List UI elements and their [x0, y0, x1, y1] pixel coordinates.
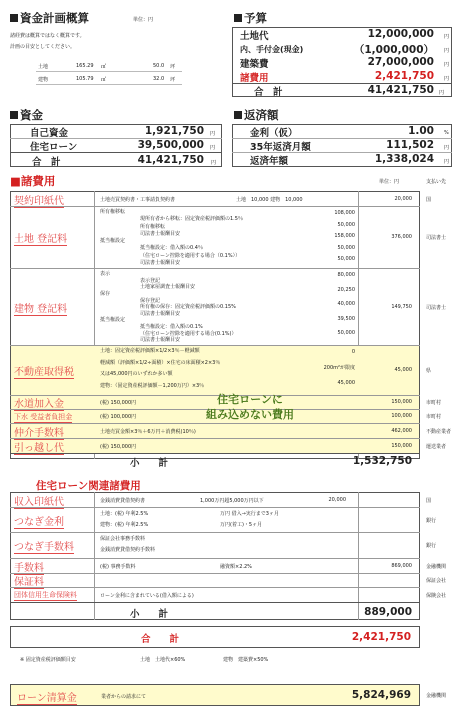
- budget-row-label: 内、手付金(現金): [240, 45, 304, 54]
- loan-row-divider: [10, 558, 420, 559]
- budget-row-unit: 円: [444, 48, 450, 54]
- loan-desc: 金銭消費貸借契約書: [100, 497, 146, 504]
- fund-note2: 計画の目安としてください。: [10, 44, 76, 50]
- repay-row-value: 111,502: [386, 139, 434, 151]
- capital-row-label: 住宅ローン: [30, 142, 78, 153]
- bld-label: 建物: [38, 77, 49, 83]
- expenses-subtotal-value: 1,532,750: [352, 455, 412, 467]
- grand-total-row: [10, 626, 420, 648]
- repay-row-unit: 円: [444, 159, 450, 165]
- expense-subvalue: 0: [351, 349, 355, 355]
- repay-row-value: 1,338,024: [374, 153, 434, 165]
- budget-total-value: 41,421,750: [367, 84, 434, 96]
- loan-label: つなぎ手数料: [14, 538, 74, 554]
- expense-line: 抵当権設定：借入額の0.4％: [140, 245, 203, 252]
- capital-title: [10, 107, 43, 123]
- expense-line: 司法書士報酬目安: [140, 337, 181, 344]
- land-m2-unit: ㎡: [101, 64, 107, 70]
- expense-line: 土地家屋調査士報酬目安: [140, 284, 196, 291]
- budget-row-value: 2,421,750: [374, 70, 434, 82]
- budget-row-label: 建築費: [240, 59, 269, 70]
- capital-row-unit: 円: [210, 131, 216, 137]
- expense-amount: 376,000: [391, 234, 412, 240]
- land-tsubo: 50.0: [153, 63, 165, 69]
- expense-payee: 運送業者: [426, 443, 447, 450]
- budget-row-value: 12,000,000: [367, 28, 434, 40]
- budget-total-label: 合 計: [254, 87, 283, 98]
- expense-line: （住宅ローン控除を適用する場合(0.1%)）: [140, 330, 237, 337]
- expense-line: 又は45,000円のいずれか多い額: [100, 371, 173, 377]
- expense-label: 土地 登記料: [14, 230, 67, 246]
- loan-section-title: 住宅ローン関連諸費用: [36, 480, 141, 492]
- bld-m2-unit: ㎡: [101, 77, 107, 83]
- expense-desc: 土地売買契約書・工事請負契約書: [100, 196, 176, 203]
- expense-subvalue: 50,000: [337, 256, 355, 263]
- settlement-label: ローン清算金: [17, 689, 77, 705]
- footnote: ※ 固定資産税評価額目安: [20, 657, 76, 663]
- loan-label: 収入印紙代: [14, 493, 64, 509]
- budget-row-unit: 円: [444, 62, 450, 68]
- expense-row-divider: [10, 345, 420, 346]
- overlay-note: [150, 392, 350, 422]
- expense-row-divider: [10, 423, 420, 424]
- expense-line: 表示: [100, 271, 111, 277]
- expense-amount: 462,000: [391, 427, 412, 434]
- expense-amount: 100,000: [391, 413, 412, 419]
- expense-subvalue: 158,000: [334, 233, 355, 240]
- capital-title-text: 資金: [20, 108, 43, 122]
- expense-subvalue: 50,000: [337, 244, 355, 251]
- expense-amount: 149,750: [391, 303, 412, 310]
- expense-label: 契約印紙代: [14, 192, 64, 208]
- grand-total-value: 2,421,750: [351, 631, 411, 643]
- loan-desc2: 建物：(税) 年利2.5%: [100, 522, 149, 528]
- land-tsubo-unit: 坪: [170, 64, 176, 70]
- capital-row-value: 1,921,750: [144, 125, 204, 137]
- expense-subvalue: 108,000: [334, 210, 355, 216]
- overlay-line2: 組み込めない費用: [206, 408, 294, 421]
- expense-line: 表示登記: [140, 277, 161, 284]
- repay-row-label: 35年返済月額: [250, 142, 311, 153]
- expense-desc: 土地売買金額×3％＋6万円＋消費税(10％): [100, 428, 196, 435]
- loan-row-divider: [10, 507, 420, 508]
- fund-title: [10, 10, 89, 26]
- expense-line: 抵当権設定: [100, 238, 126, 244]
- loan-row-divider: [10, 573, 420, 574]
- budget-title-text: 予算: [244, 11, 267, 25]
- loan-row-divider: [10, 587, 420, 588]
- loan-payee: 保険会社: [426, 592, 447, 599]
- expense-line: （住宅ローン控除を適用する場合（0.1%））: [140, 252, 241, 259]
- capital-row-unit: 円: [210, 145, 216, 151]
- loan-desc: ローン金利に含まれている(借入額による): [100, 592, 194, 599]
- expense-sub: 土地 10,000 建物 10,000: [236, 196, 303, 203]
- expense-desc: (税) 150,000円: [100, 443, 137, 450]
- repay-row-value: 1.00: [408, 125, 434, 137]
- settlement-row: [10, 684, 420, 706]
- budget-row-unit: 円: [444, 34, 450, 40]
- grand-total-label: 合 計: [141, 634, 180, 645]
- land-label: 土地: [38, 64, 49, 70]
- bullet-square-icon: [10, 111, 18, 119]
- expenses-unit: 単位：円: [379, 179, 400, 185]
- repay-title: [234, 107, 279, 123]
- expense-subvalue: 80,000: [337, 272, 355, 278]
- expense-payee: 市町村: [426, 414, 442, 420]
- repay-row-unit: %: [444, 130, 449, 136]
- loan-desc: (税) 事務手数料: [100, 563, 136, 570]
- loan-subtotal-row: [10, 602, 420, 620]
- expense-subvalue: 200m²が限度: [323, 365, 355, 372]
- expense-subvalue: 45,000: [337, 379, 355, 386]
- expense-payee: 司法書士: [426, 235, 447, 241]
- repay-row-unit: 円: [444, 145, 450, 151]
- expense-amount: 45,000: [394, 367, 412, 373]
- expense-line: 土地：固定資産税評価額×1/2×3％－軽減額: [100, 348, 200, 354]
- loan-label: つなぎ金利: [14, 513, 64, 529]
- expense-row-divider: [10, 268, 420, 269]
- expense-payee: 不動産業者: [426, 428, 452, 435]
- bullet-square-icon: [234, 14, 242, 22]
- loan-desc2: 金銭消費貸借契約手数料: [100, 547, 156, 553]
- loan-mid: 融資額×2.2%: [220, 563, 252, 570]
- fund-note1: 諸経費は概算ではなく概算です。: [10, 33, 85, 39]
- loan-label: 団体信用生命保険料: [14, 591, 77, 599]
- budget-row-label: 諸費用: [240, 73, 269, 84]
- repay-row-label: 金利（仮）: [250, 128, 298, 139]
- expenses-subtotal-label: 小 計: [130, 458, 169, 469]
- bullet-square-icon: [10, 14, 18, 22]
- budget-total-row: [232, 83, 452, 97]
- expenses-subtotal-row: [10, 453, 420, 467]
- expense-label: 引っ越し代: [14, 439, 64, 455]
- expense-subvalue: 50,000: [337, 330, 355, 337]
- footnote-land: 土地 土地代×60%: [140, 657, 186, 663]
- repay-title-text: 返済額: [244, 108, 279, 122]
- expense-amount: 150,000: [391, 399, 412, 405]
- expense-line: 保存登記: [140, 297, 161, 304]
- expense-line: 所有権の保存：固定資産税評価額の0.15%: [140, 304, 236, 311]
- expense-payee: 司法書士: [426, 304, 447, 311]
- expense-line: 抵当権設定: [100, 317, 126, 324]
- repay-row-label: 返済年額: [250, 156, 289, 167]
- expense-row-divider: [10, 206, 420, 207]
- expenses-payee-header: 支払い先: [426, 179, 447, 185]
- bld-m2: 105.79: [76, 76, 94, 82]
- expense-payee: 市町村: [426, 400, 442, 406]
- expense-line: 司法書士報酬目安: [140, 310, 181, 317]
- expense-desc: (税) 100,000円: [100, 414, 137, 420]
- bullet-square-icon: [234, 111, 242, 119]
- expense-label: 不動産取得税: [14, 363, 74, 379]
- budget-total-unit: 円: [438, 90, 444, 96]
- budget-row-value: 27,000,000: [367, 56, 434, 68]
- loan-mid: 1,000万円超5,000万円以下: [200, 497, 264, 504]
- loan-subtotal-label: 小 計: [130, 609, 169, 620]
- loan-label: 手数料: [14, 559, 44, 575]
- expense-desc: (税) 150,000円: [100, 400, 137, 406]
- loan-payee: 国: [426, 497, 432, 504]
- expense-label: 下水 受益者負担金: [14, 413, 73, 421]
- expense-row-divider: [10, 438, 420, 439]
- overlay-line1: 住宅ローンに: [217, 393, 283, 406]
- settlement-value: 5,824,969: [351, 689, 411, 701]
- loan-amount: 869,000: [391, 562, 412, 569]
- loan-payee: 保証会社: [426, 578, 447, 584]
- capital-total-value: 41,421,750: [137, 154, 204, 166]
- expense-amount: 20,000: [394, 195, 412, 202]
- loan-mid2: 万円(着工)・5ヶ月: [220, 522, 263, 528]
- capital-row-label: 自己資金: [30, 128, 69, 139]
- expenses-title: ■諸費用: [10, 174, 56, 188]
- capital-total-row: [10, 152, 222, 167]
- expense-line: 司法書士報酬目安: [140, 259, 181, 266]
- loan-payee: 金融機関: [426, 563, 447, 570]
- budget-row-label: 土地代: [240, 31, 269, 42]
- settlement-payee: 金融機関: [426, 693, 447, 699]
- loan-mid: 万円 借入→実行まで3ヶ月: [220, 511, 279, 517]
- footnote-bld: 建物 建築費×50%: [223, 657, 269, 663]
- loan-desc: 土地：(税) 年利2.5%: [100, 511, 149, 517]
- expense-amount: 150,000: [391, 442, 412, 449]
- loan-subtotal-value: 889,000: [364, 606, 412, 618]
- capital-total-label: 合 計: [32, 157, 61, 168]
- fund-unit: 単位：円: [133, 17, 154, 23]
- expense-subvalue: 40,000: [337, 301, 355, 308]
- bld-tsubo-unit: 坪: [170, 77, 176, 83]
- expense-subvalue: 50,000: [337, 221, 355, 228]
- fund-title-text: 資金計画概算: [20, 11, 89, 25]
- expense-payee: 国: [426, 196, 432, 203]
- loan-payee: 銀行: [426, 543, 437, 549]
- expense-line: 現所有者から移転：固定資産税評価額の1.5％: [140, 216, 243, 223]
- land-m2: 165.29: [76, 63, 94, 69]
- expense-line: 保存: [100, 290, 111, 297]
- expense-payee: 県: [426, 368, 432, 374]
- loan-payee: 銀行: [426, 517, 437, 524]
- budget-row-value: （1,000,000）: [353, 44, 434, 56]
- budget-title: [234, 10, 267, 26]
- budget-row-unit: 円: [444, 76, 450, 82]
- loan-row-divider: [10, 532, 420, 533]
- loan-desc: 保証会社事務手数料: [100, 536, 146, 542]
- expense-label: 建物 登記料: [14, 300, 67, 316]
- capital-total-unit: 円: [210, 160, 216, 166]
- loan-label: 保証料: [14, 573, 44, 589]
- expense-line: 司法書士報酬目安: [140, 230, 181, 237]
- expense-line: 建物：（固定資産税評価額－1,200万円）×3％: [100, 382, 205, 389]
- loan-amount: 20,000: [328, 496, 346, 503]
- capital-row-value: 39,500,000: [137, 139, 204, 151]
- bld-tsubo: 32.0: [153, 76, 165, 82]
- expense-line: 抵当権設定：借入額の0.1%: [140, 324, 203, 331]
- expense-label: 水道加入金: [14, 395, 64, 411]
- settlement-desc: 業者からの請求にて: [101, 694, 147, 700]
- expense-line: 所有権移転: [100, 209, 126, 215]
- expense-subvalue: 20,250: [337, 286, 355, 293]
- expense-line: 所有権移転: [140, 223, 166, 230]
- expense-line: 軽減額（評価額×1/2÷面積）×住宅の床面積×2×3％: [100, 359, 221, 366]
- expense-subvalue: 39,500: [337, 315, 355, 322]
- expense-label: 仲介手数料: [14, 424, 64, 440]
